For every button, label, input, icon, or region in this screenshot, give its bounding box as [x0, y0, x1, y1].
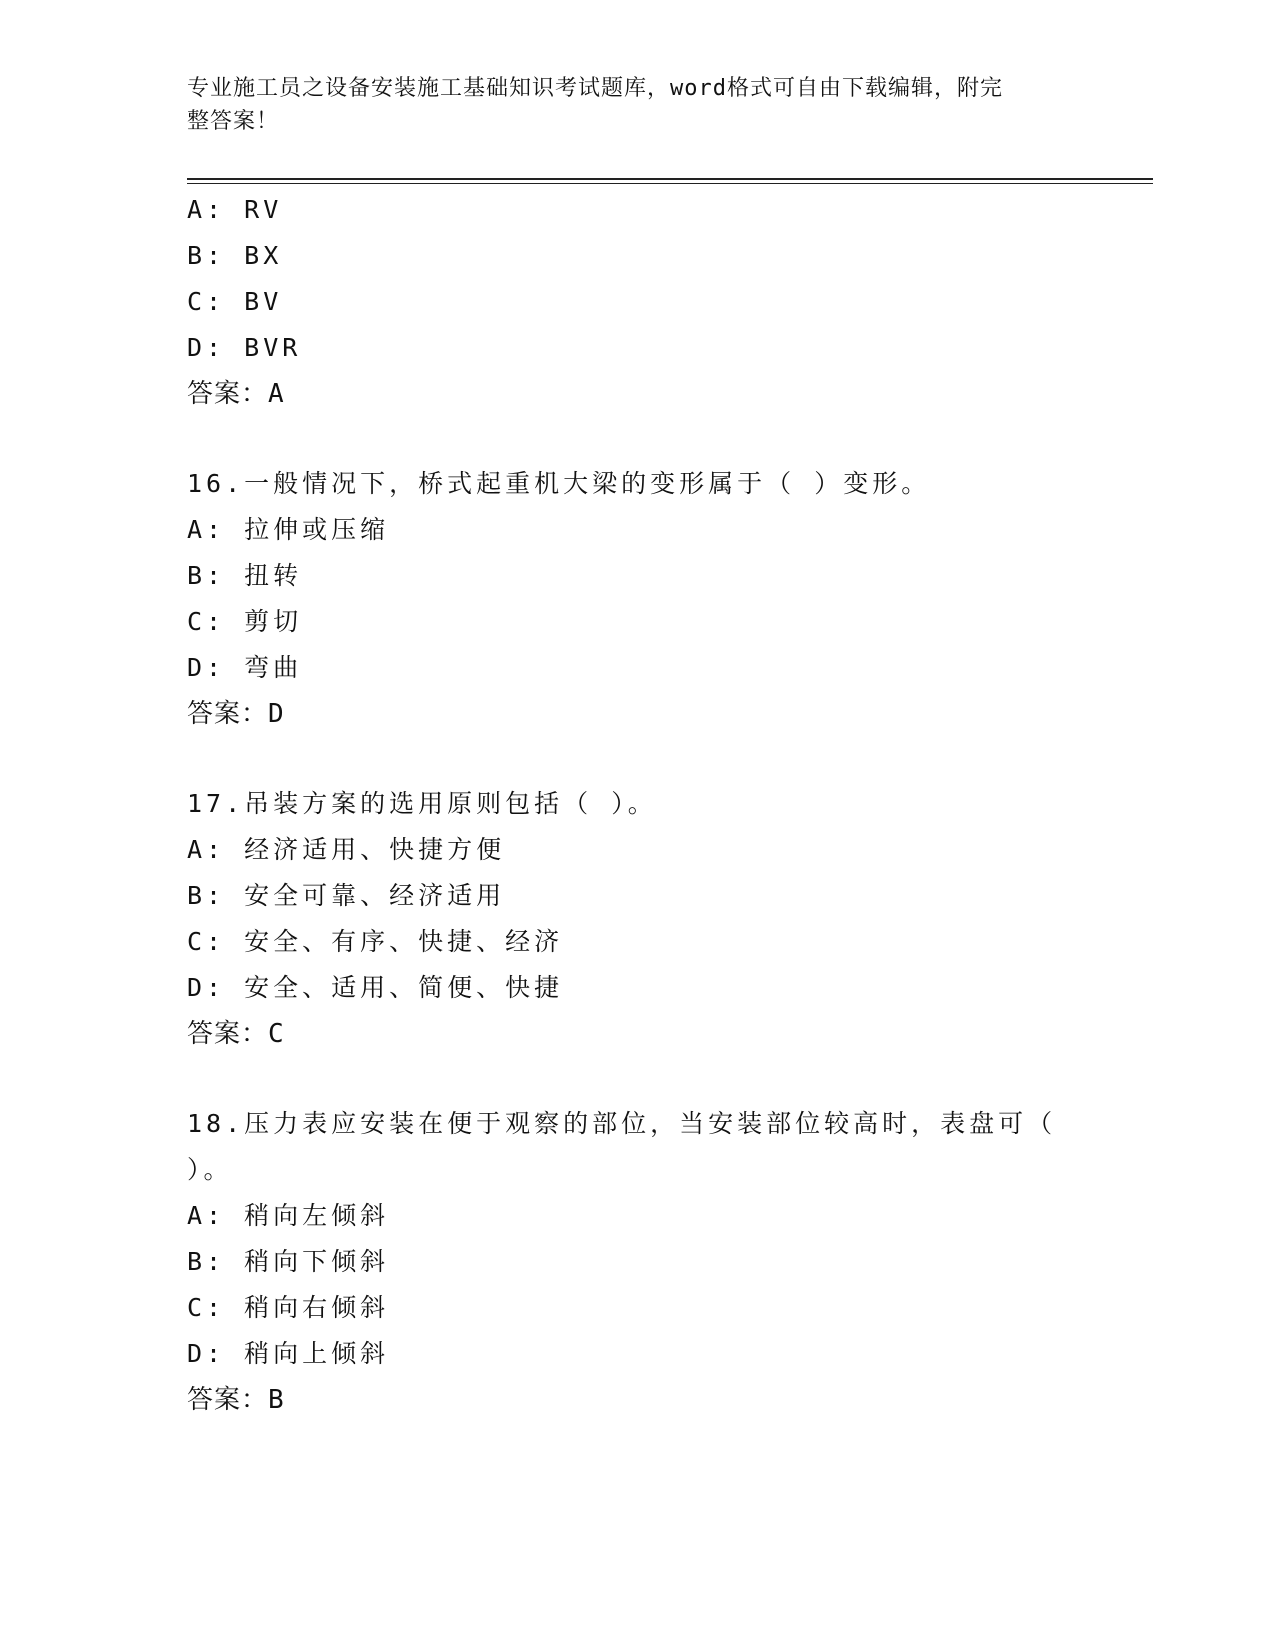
option-d: D: BVR	[187, 333, 302, 362]
option-a: A: 拉伸或压缩	[187, 515, 390, 544]
option-b: B: 扭转	[187, 561, 303, 590]
option-d: D: 安全、适用、简便、快捷	[187, 973, 564, 1002]
question-stem: 16.一般情况下，桥式起重机大梁的变形属于（ ）变形。	[187, 469, 931, 498]
question-16-block	[187, 461, 1153, 737]
option-a: A: 经济适用、快捷方便	[187, 835, 506, 864]
answer-line: 答案：B	[187, 1385, 285, 1415]
option-d: D: 弯曲	[187, 653, 303, 682]
header-line-1: 专业施工员之设备安装施工基础知识考试题库，word格式可自由下载编辑，附完	[187, 76, 1003, 101]
option-b: B: 稍向下倾斜	[187, 1247, 390, 1276]
header-divider-thin	[187, 183, 1153, 184]
option-d: D: 稍向上倾斜	[187, 1339, 390, 1368]
question-stem-line-1: 18.压力表应安装在便于观察的部位，当安装部位较高时，表盘可（	[187, 1109, 1057, 1138]
option-c: C: 剪切	[187, 607, 303, 636]
option-a: A: RV	[187, 195, 283, 224]
question-stem: 17.吊装方案的选用原则包括（ ）。	[187, 789, 657, 818]
document-header	[187, 72, 1067, 138]
option-b: B: BX	[187, 241, 283, 270]
question-stem-line-2: ）。	[187, 1155, 233, 1184]
question-17-block	[187, 781, 1153, 1057]
question-15-block	[187, 187, 1153, 417]
answer-line: 答案：D	[187, 699, 285, 729]
question-18-block	[187, 1101, 1153, 1423]
header-line-2: 整答案！	[187, 109, 280, 134]
header-divider-thick	[187, 178, 1153, 180]
option-c: C: 安全、有序、快捷、经济	[187, 927, 564, 956]
answer-line: 答案：A	[187, 379, 285, 409]
option-a: A: 稍向左倾斜	[187, 1201, 390, 1230]
question-list	[187, 187, 1153, 1423]
option-c: C: BV	[187, 287, 283, 316]
answer-line: 答案：C	[187, 1019, 285, 1049]
option-b: B: 安全可靠、经济适用	[187, 881, 506, 910]
option-c: C: 稍向右倾斜	[187, 1293, 390, 1322]
